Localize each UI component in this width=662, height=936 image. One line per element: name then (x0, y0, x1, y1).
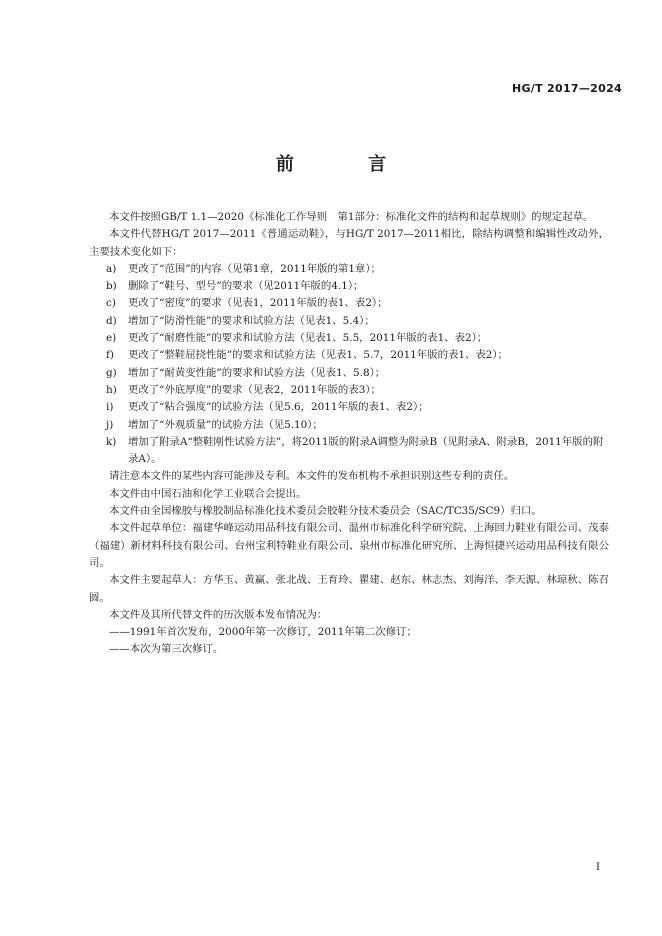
changes-list (89, 261, 609, 469)
paragraph-patent-notice: 请注意本文件的某些内容可能涉及专利。本文件的发布机构不承担识别这些专利的责任。 (109, 470, 515, 483)
list-item-text: 增加了“防滑性能”的要求和试验方法（见表1、5.4）； (128, 314, 375, 327)
paragraph-replaces: 本文件代替HG/T 2017—2011《普通运动鞋》，与HG/T 2017—2011相比，除结构调整和编辑性改动外，主要技术变化如下： (89, 228, 609, 258)
list-item-label: b) (106, 280, 117, 293)
list-item (89, 261, 609, 278)
page-title: 前 言 (275, 154, 421, 175)
paragraph-proposer: 本文件由中国石油和化学工业联合会提出。 (109, 487, 307, 500)
list-item-label: c) (106, 297, 116, 310)
list-item-text: 增加了“外观质量”的试验方法（见5.10）； (128, 418, 323, 431)
list-item (89, 347, 609, 364)
paragraph-drafting-units: 本文件起草单位：福建华峰运动用品科技有限公司、温州市标准化科学研究院、上海回力鞋业有限公司、茂泰（福建）新材料科技有限公司、台州宝利特鞋业有限公司、泉州市标准化研究所、上海恒捷兴运动用品科技有限公司。 (89, 522, 609, 569)
paragraph-history-intro: 本文件及其所代替文件的历次版本发布情况为： (109, 608, 328, 621)
list-item-text: 更改了“粘合强度”的试验方法（见5.6，2011年版的表1、表2）； (128, 401, 429, 414)
list-item-label: i) (106, 401, 114, 414)
list-item (89, 417, 609, 434)
list-item-text: 更改了“外底厚度”的要求（见表2，2011年版的表3）； (128, 383, 381, 396)
paragraph-drafters: 本文件主要起草人：方华玉、黄赢、张北战、王育玲、瞿建、赵东、林志杰、刘海洋、李天源、林琼秋、陈召圆。 (89, 574, 609, 604)
list-item-text: 增加了附录A“整鞋刚性试验方法”，将2011版的附录A调整为附录B（见附录A、附录B，2011年版的附录A）。 (128, 435, 604, 466)
list-item-text: 更改了“整鞋屈挠性能”的要求和试验方法（见表1、5.7，2011年版的表1、表2）； (128, 349, 508, 362)
paragraph-committee: 本文件由全国橡胶与橡胶制品标准化技术委员会胶鞋分技术委员会（SAC/TC35/SC9）归口。 (109, 505, 542, 518)
list-item-text: 删除了“鞋号、型号”的要求（见2011年版的4.1）； (128, 280, 364, 293)
list-item (89, 382, 609, 399)
list-item-text: 更改了“范围”的内容（见第1章，2011年版的第1章）； (128, 262, 381, 275)
list-item-text: 更改了“密度”的要求（见表1，2011年版的表1、表2）； (128, 297, 388, 310)
list-item (89, 278, 609, 295)
list-item (89, 399, 609, 416)
list-item (89, 330, 609, 347)
list-item-label: d) (106, 314, 117, 327)
list-item-text: 更改了“耐磨性能”的要求和试验方法（见表1、5.5，2011年版的表1、表2）； (128, 332, 488, 345)
list-item (89, 365, 609, 382)
history-item: ——1991年首次发布，2000年第一次修订，2011年第二次修订； (109, 626, 417, 639)
list-item-text: 增加了“耐黄变性能”的要求和试验方法（见表1、5.8）； (128, 366, 386, 379)
document-body (89, 209, 609, 659)
list-item (89, 313, 609, 330)
list-item (89, 434, 609, 469)
standard-code: HG/T 2017—2024 (511, 82, 622, 95)
list-item (89, 295, 609, 312)
history-item: ——本次为第三次修订。 (109, 643, 224, 656)
list-item-label: h) (106, 383, 117, 396)
list-item-label: g) (106, 366, 117, 379)
paragraph-basis: 本文件按照GB/T 1.1—2020《标准化工作导则 第1部分：标准化文件的结构和起草规则》的规定起草。 (109, 211, 594, 223)
list-item-label: k) (106, 435, 117, 448)
list-item-label: f) (106, 349, 114, 362)
page-number: I (596, 862, 600, 873)
list-item-label: a) (106, 262, 117, 275)
list-item-label: e) (106, 332, 117, 345)
list-item-label: j) (106, 418, 114, 431)
